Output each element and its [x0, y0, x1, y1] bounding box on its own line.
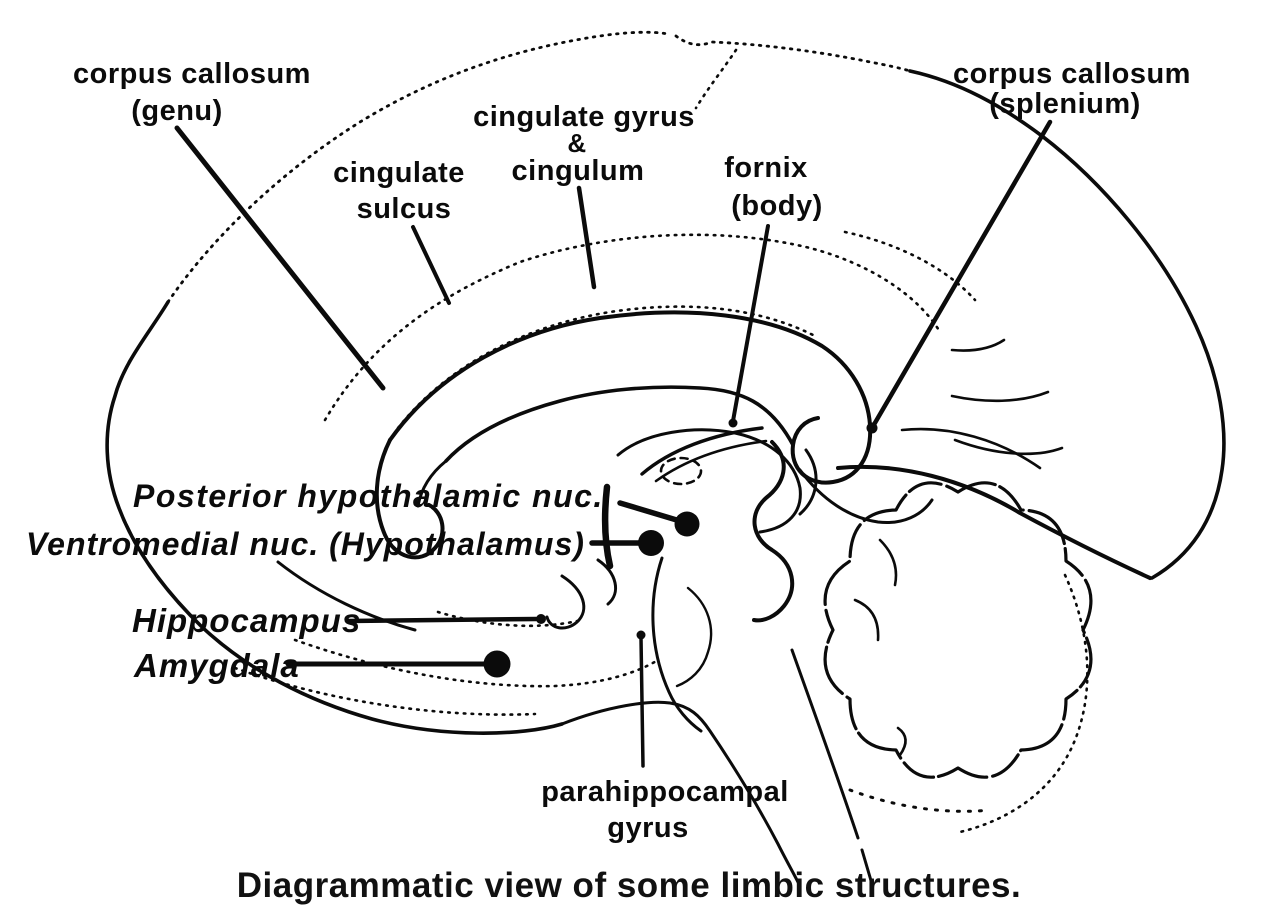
- marker-dot-parahippocampal: [637, 631, 646, 640]
- label-corpus-callosum-genu-2: (genu): [131, 95, 223, 127]
- label-fornix-2: (body): [731, 190, 823, 222]
- calcarine-curve: [902, 429, 1040, 468]
- cerebellum-folia-3: [898, 728, 906, 755]
- uncus-hook-1: [547, 576, 584, 628]
- occipital-sulcus-2: [952, 392, 1048, 401]
- callosal-sulcus-curve: [398, 307, 815, 428]
- marginal-sulcus-curve: [696, 50, 736, 108]
- label-corpus-callosum-splenium-1: corpus callosum: [953, 58, 1191, 90]
- cerebellum-dotted-arc: [960, 575, 1087, 832]
- label-amygdala: Amygdala: [134, 647, 300, 684]
- occipital-sulcus-3: [955, 440, 1062, 454]
- figure-caption: Diagrammatic view of some limbic structures.: [236, 866, 1022, 905]
- label-cingulate-sulcus-2: sulcus: [356, 193, 452, 225]
- leader-line-cingulum: [579, 188, 594, 287]
- cerebrum-outline-occipital: [910, 71, 1224, 578]
- marker-dot-splenium: [867, 423, 878, 434]
- label-ampersand: &: [567, 128, 587, 158]
- label-fornix-1: fornix: [724, 152, 808, 184]
- label-cingulate-sulcus-1: cingulate: [333, 157, 465, 189]
- occipital-sulcus-1: [952, 340, 1004, 351]
- label-cingulate-gyrus: cingulate gyrus: [473, 101, 695, 133]
- cerebellum-outline: [825, 483, 1091, 777]
- label-cingulum: cingulum: [511, 155, 645, 187]
- corpus-callosum-splenium-loop: [793, 418, 871, 483]
- marker-dot-fornix: [729, 419, 738, 428]
- stipple-under-cerebellum: [850, 790, 990, 811]
- marker-dot-hippocampus: [536, 614, 546, 624]
- tectum-curve: [800, 470, 932, 523]
- marker-dot-ventromedial: [638, 530, 664, 556]
- label-hippocampus: Hippocampus: [132, 602, 362, 639]
- leader-line-cingulate-sulcus: [413, 227, 449, 303]
- pons-inner-arc: [677, 588, 711, 686]
- label-ventromedial: Ventromedial nuc. (Hypothalamus): [26, 526, 585, 562]
- lamina-vertical-bar: [605, 487, 610, 566]
- leader-line-parahippocampal: [641, 638, 643, 766]
- label-corpus-callosum-genu-1: corpus callosum: [73, 58, 311, 90]
- label-posterior-hypothalamic: Posterior hypothalamic nuc.: [133, 478, 604, 514]
- label-parahippocampal-2: gyrus: [607, 812, 689, 844]
- cingulate-sulcus-curve: [325, 235, 940, 420]
- marker-dot-amygdala: [484, 651, 511, 678]
- pons-left-edge: [653, 558, 701, 731]
- label-parahippocampal-1: parahippocampal: [541, 776, 789, 808]
- cerebellum-folia-2: [855, 600, 878, 640]
- corpus-callosum-top-edge: [390, 312, 870, 440]
- leader-line-hippocampus: [348, 619, 536, 621]
- medulla-line-1: [792, 650, 858, 838]
- cerebrum-outline-top-dotted: [676, 36, 910, 71]
- label-corpus-callosum-splenium-2: (splenium): [989, 88, 1141, 120]
- marker-dot-posterior-hypothalamic: [675, 512, 700, 537]
- leader-line-splenium: [872, 122, 1050, 428]
- fornix-band-lower: [656, 441, 766, 481]
- corpus-callosum-bottom-edge: [446, 387, 793, 461]
- cerebellum-folia-1: [880, 540, 896, 585]
- subparietal-sulcus-curve: [845, 232, 975, 300]
- leader-line-posterior-hypothalamic: [620, 503, 680, 521]
- thalamic-nucleus-oval: [661, 458, 701, 484]
